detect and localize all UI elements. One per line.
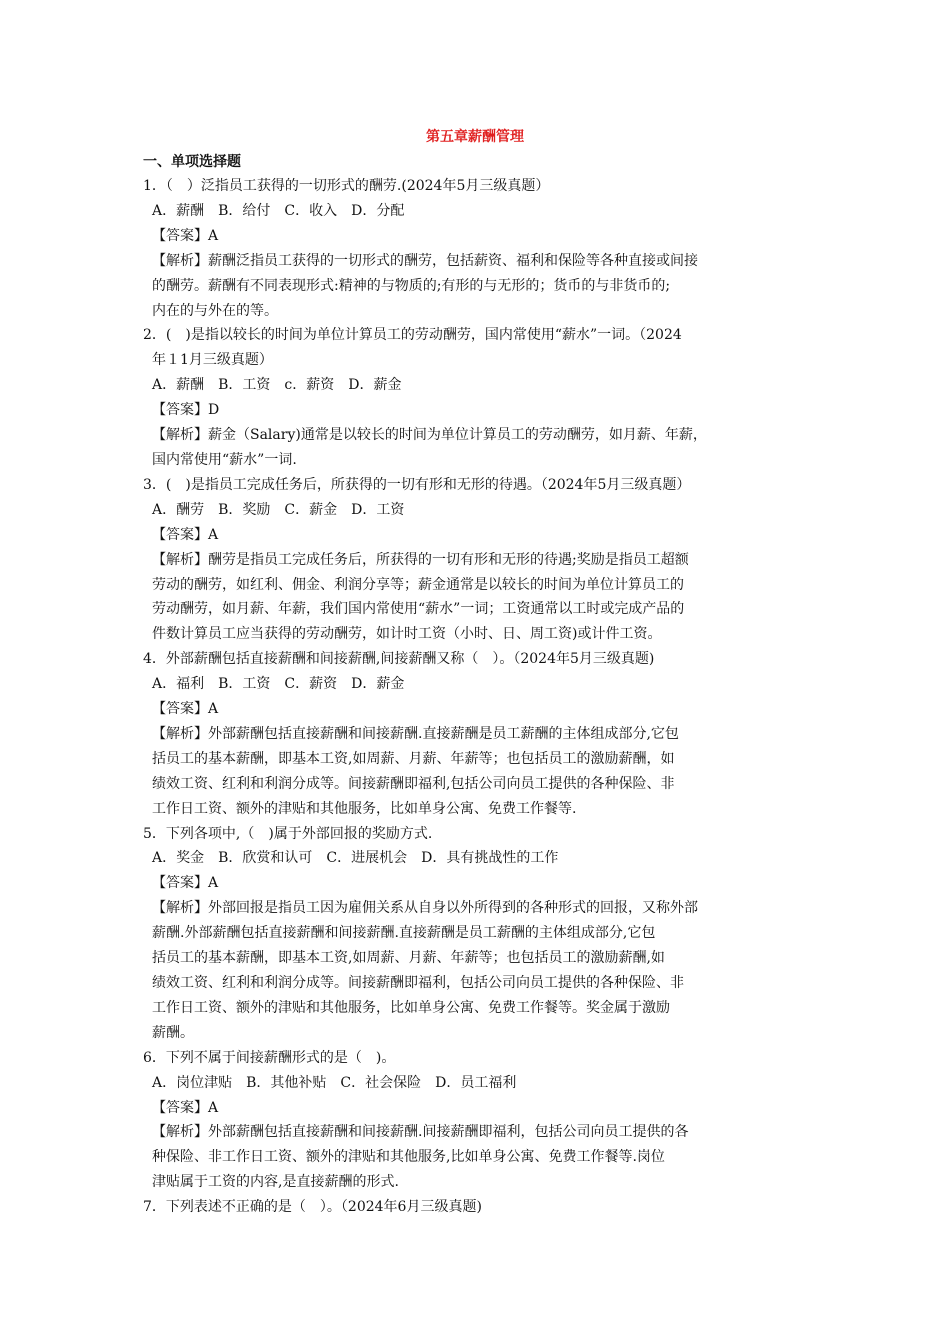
explanation-line: 括员工的基本薪酬，即基本工资,如周薪、月薪、年薪等；也包括员工的激励薪酬,如 — [152, 950, 665, 967]
chapter-title: 第五章薪酬管理 — [426, 129, 524, 145]
question-stem-line: 4．外部薪酬包括直接薪酬和间接薪酬,间接薪酬又称（ ）。（2024年5月三级真题) — [143, 651, 655, 668]
explanation-line: 【解析】酬劳是指员工完成任务后，所获得的一切有形和无形的待遇;奖励是指员工超额 — [152, 551, 689, 568]
question-stem-line: 3．( )是指员工完成任务后，所获得的一切有形和无形的待遇。（2024年5月三级真题） — [143, 476, 691, 493]
explanation-line: 种保险、非工作日工资、额外的津贴和其他服务,比如单身公寓、免费工作餐等.岗位 — [152, 1149, 665, 1166]
question-list — [143, 174, 723, 1220]
explanation-line: 薪酬.外部薪酬包括直接薪酬和间接薪酬.直接薪酬是员工薪酬的主体组成部分,它包 — [152, 925, 656, 942]
answer-options: A．福利 B．工资 C．薪资 D．薪金 — [152, 676, 405, 693]
explanation — [143, 548, 723, 648]
explanation-line: 【解析】薪金（Salary)通常是以较长的时间为单位计算员工的劳动酬劳，如月薪、年薪， — [152, 427, 707, 444]
explanation — [143, 249, 723, 324]
answer-key: 【答案】A — [152, 227, 219, 244]
question-stem-line: 7．下列表述不正确的是（ ）。（2024年6月三级真题) — [143, 1199, 482, 1216]
explanation-line: 津贴属于工资的内容,是直接薪酬的形式. — [152, 1174, 399, 1191]
question-stem-line: 1．（ ）泛指员工获得的一切形式的酬劳.(2024年5月三级真题） — [143, 178, 550, 194]
answer-options: A．薪酬 B．给付 C．收入 D．分配 — [152, 202, 405, 219]
explanation-line: 绩效工资、红利和利润分成等。间接薪酬即福利，包括公司向员工提供的各种保险、非 — [152, 975, 684, 991]
explanation-line: 内在的与外在的等。 — [152, 302, 278, 319]
section-heading: 一、单项选择题 — [143, 154, 241, 170]
explanation-line: 劳动的酬劳，如红利、佣金、利润分享等；薪金通常是以较长的时间为单位计算员工的 — [152, 576, 684, 593]
explanation-line: 劳动酬劳，如月薪、年薪，我们国内常使用“薪水”一词；工资通常以工时或完成产品的 — [152, 601, 685, 618]
explanation-line: 件数计算员工应当获得的劳动酬劳，如计时工资（小时、日、周工资)或计件工资。 — [152, 626, 662, 643]
question-stem — [143, 822, 723, 847]
explanation-line: 括员工的基本薪酬，即基本工资,如周薪、月薪、年薪等；也包括员工的激励薪酬，如 — [152, 750, 675, 767]
explanation-line: 【解析】薪酬泛指员工获得的一切形式的酬劳，包括薪资、福利和保险等各种直接或间接 — [152, 252, 698, 269]
answer-key: 【答案】A — [152, 875, 219, 892]
explanation-line: 【解析】外部回报是指员工因为雇佣关系从自身以外所得到的各种形式的回报，又称外部 — [152, 900, 698, 917]
question-stem-line: 5．下列各项中,（ )属于外部回报的奖励方式. — [143, 825, 433, 842]
question-stem — [143, 647, 723, 672]
explanation — [143, 423, 723, 473]
answer-key: 【答案】A — [152, 1099, 219, 1116]
answer-options: A．薪酬 B．工资 c．薪资 D．薪金 — [152, 377, 402, 394]
question-stem — [143, 174, 723, 199]
explanation-line: 工作日工资、额外的津贴和其他服务，比如单身公寓、免费工作餐等。奖金属于激励 — [152, 999, 670, 1016]
answer-key: 【答案】A — [152, 526, 219, 543]
question-stem-line: 年１1月三级真题） — [152, 352, 273, 369]
answer-key: 【答案】D — [152, 402, 220, 419]
question-stem — [143, 1046, 723, 1071]
question-stem-line: 2．( )是指以较长的时间为单位计算员工的劳动酬劳，国内常使用“薪水”一词。（2024 — [143, 327, 682, 344]
answer-options: A．岗位津贴 B．其他补贴 C．社会保险 D．员工福利 — [152, 1074, 517, 1091]
question-stem — [143, 1195, 723, 1220]
explanation-line: 薪酬。 — [152, 1024, 194, 1041]
explanation — [143, 896, 723, 1045]
explanation-line: 的酬劳。薪酬有不同表现形式:精神的与物质的;有形的与无形的；货币的与非货币的; — [152, 277, 671, 294]
question-stem — [143, 473, 723, 498]
answer-options: A．奖金 B．欣赏和认可 C．进展机会 D．具有挑战性的工作 — [152, 850, 559, 867]
explanation-line: 绩效工资、红利和利润分成等。间接薪酬即福利,包括公司向员工提供的各种保险、非 — [152, 775, 675, 792]
explanation-line: 工作日工资、额外的津贴和其他服务，比如单身公寓、免费工作餐等. — [152, 800, 577, 817]
answer-key: 【答案】A — [152, 701, 219, 718]
explanation-line: 国内常使用“薪水”一词. — [152, 451, 297, 468]
explanation-line: 【解析】外部薪酬包括直接薪酬和间接薪酬.间接薪酬即福利，包括公司向员工提供的各 — [152, 1124, 689, 1141]
answer-options: A．酬劳 B．奖励 C．薪金 D．工资 — [152, 501, 405, 518]
explanation — [143, 1120, 723, 1195]
explanation — [143, 722, 723, 822]
explanation-line: 【解析】外部薪酬包括直接薪酬和间接薪酬.直接薪酬是员工薪酬的主体组成部分,它包 — [152, 725, 679, 742]
question-stem-line: 6．下列不属于间接薪酬形式的是（ )。 — [143, 1049, 396, 1066]
question-stem — [143, 323, 723, 373]
